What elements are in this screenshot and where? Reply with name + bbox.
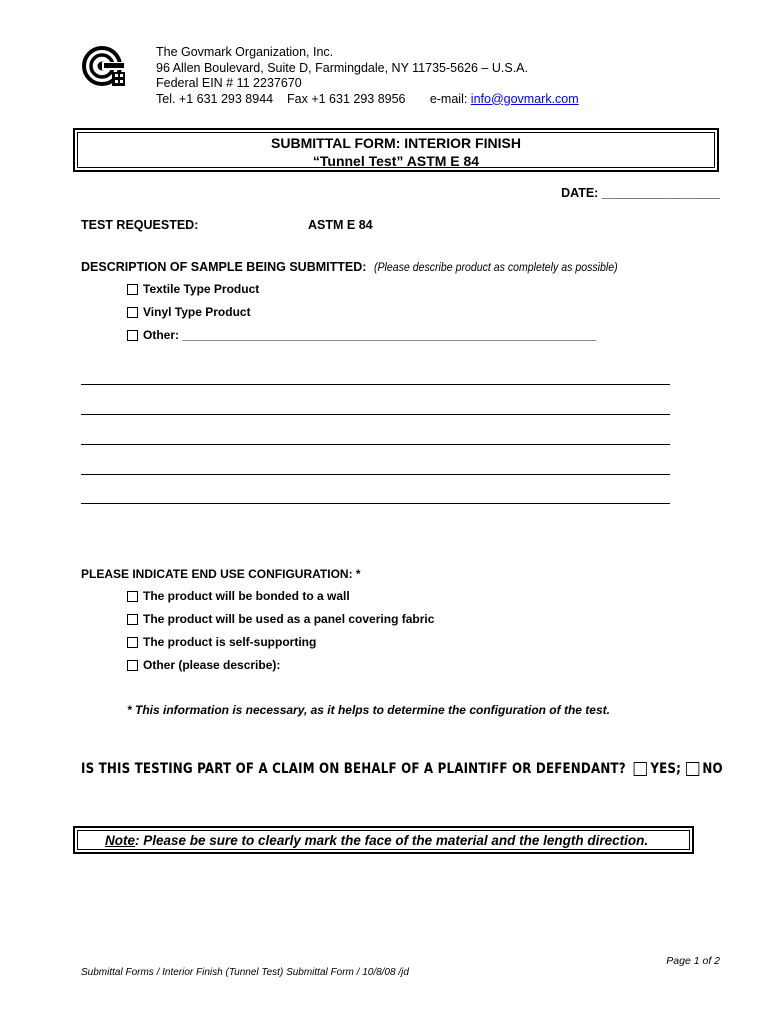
yes-label: YES;	[650, 761, 682, 777]
org-contact	[156, 92, 579, 108]
no-checkbox[interactable]	[686, 762, 699, 776]
note-text: : Please be sure to clearly mark the face of the material and the length direction.	[135, 833, 649, 848]
description-label: DESCRIPTION OF SAMPLE BEING SUBMITTED:	[81, 260, 367, 274]
org-name: The Govmark Organization, Inc.	[156, 45, 334, 59]
description-line[interactable]	[81, 503, 670, 504]
description-line[interactable]	[81, 384, 670, 385]
test-requested-label: TEST REQUESTED:	[81, 218, 199, 232]
organization-header	[156, 45, 579, 107]
end-use-footnote: * This information is necessary, as it helps to determine the configuration of the test.	[127, 703, 610, 717]
claim-question-row	[81, 761, 723, 777]
checkbox[interactable]	[127, 330, 138, 341]
end-use-option-panel[interactable]	[127, 612, 434, 626]
claim-question: IS THIS TESTING PART OF A CLAIM ON BEHALF OF A PLAINTIFF OR DEFENDANT?	[81, 761, 626, 777]
option-other[interactable]	[127, 328, 596, 342]
description-line[interactable]	[81, 414, 670, 415]
description-line[interactable]	[81, 474, 670, 475]
option-vinyl[interactable]	[127, 305, 251, 319]
no-label: NO	[702, 761, 723, 777]
date-field[interactable]: DATE: _________________	[561, 186, 720, 200]
description-section	[81, 258, 651, 276]
option-label: The product will be used as a panel covering fabric	[143, 612, 435, 626]
option-textile[interactable]	[127, 282, 259, 296]
checkbox[interactable]	[127, 284, 138, 295]
checkbox[interactable]	[127, 591, 138, 602]
footer-path: Submittal Forms / Interior Finish (Tunnel Test) Submittal Form / 10/8/08 /jd	[81, 967, 409, 978]
form-subtitle: “Tunnel Test” ASTM E 84	[312, 153, 480, 169]
option-label: Vinyl Type Product	[143, 305, 251, 319]
end-use-option-other[interactable]	[127, 658, 280, 672]
checkbox[interactable]	[127, 637, 138, 648]
note-box	[73, 826, 694, 854]
checkbox[interactable]	[127, 307, 138, 318]
option-label: The product will be bonded to a wall	[143, 589, 350, 603]
form-title-box	[73, 128, 719, 172]
option-label: Other: ______________________________________________________________	[143, 328, 597, 342]
email-link[interactable]: info@govmark.com	[470, 91, 579, 106]
end-use-label: PLEASE INDICATE END USE CONFIGURATION: *	[81, 567, 361, 581]
option-label: The product is self-supporting	[143, 635, 317, 649]
end-use-option-self-supporting[interactable]	[127, 635, 316, 649]
note-label: Note	[105, 833, 135, 848]
description-hint: (Please describe product as completely as possible)	[373, 260, 618, 274]
option-label: Other (please describe):	[143, 658, 281, 672]
govmark-logo-icon	[82, 44, 126, 88]
end-use-option-wall[interactable]	[127, 589, 350, 603]
checkbox[interactable]	[127, 660, 138, 671]
org-phone-fax: Tel. +1 631 293 8944 Fax +1 631 293 8956 e-mail:	[156, 91, 471, 106]
form-title: SUBMITTAL FORM: INTERIOR FINISH	[271, 135, 521, 151]
checkbox[interactable]	[127, 614, 138, 625]
description-line[interactable]	[81, 444, 670, 445]
yes-checkbox[interactable]	[634, 762, 647, 776]
page-number: Page 1 of 2	[666, 955, 720, 967]
test-requested-value: ASTM E 84	[308, 218, 373, 232]
org-address: 96 Allen Boulevard, Suite D, Farmingdale, NY 11735-5626 – U.S.A.	[156, 60, 528, 75]
option-label: Textile Type Product	[143, 282, 260, 296]
org-ein: Federal EIN # 11 2237670	[156, 76, 302, 90]
